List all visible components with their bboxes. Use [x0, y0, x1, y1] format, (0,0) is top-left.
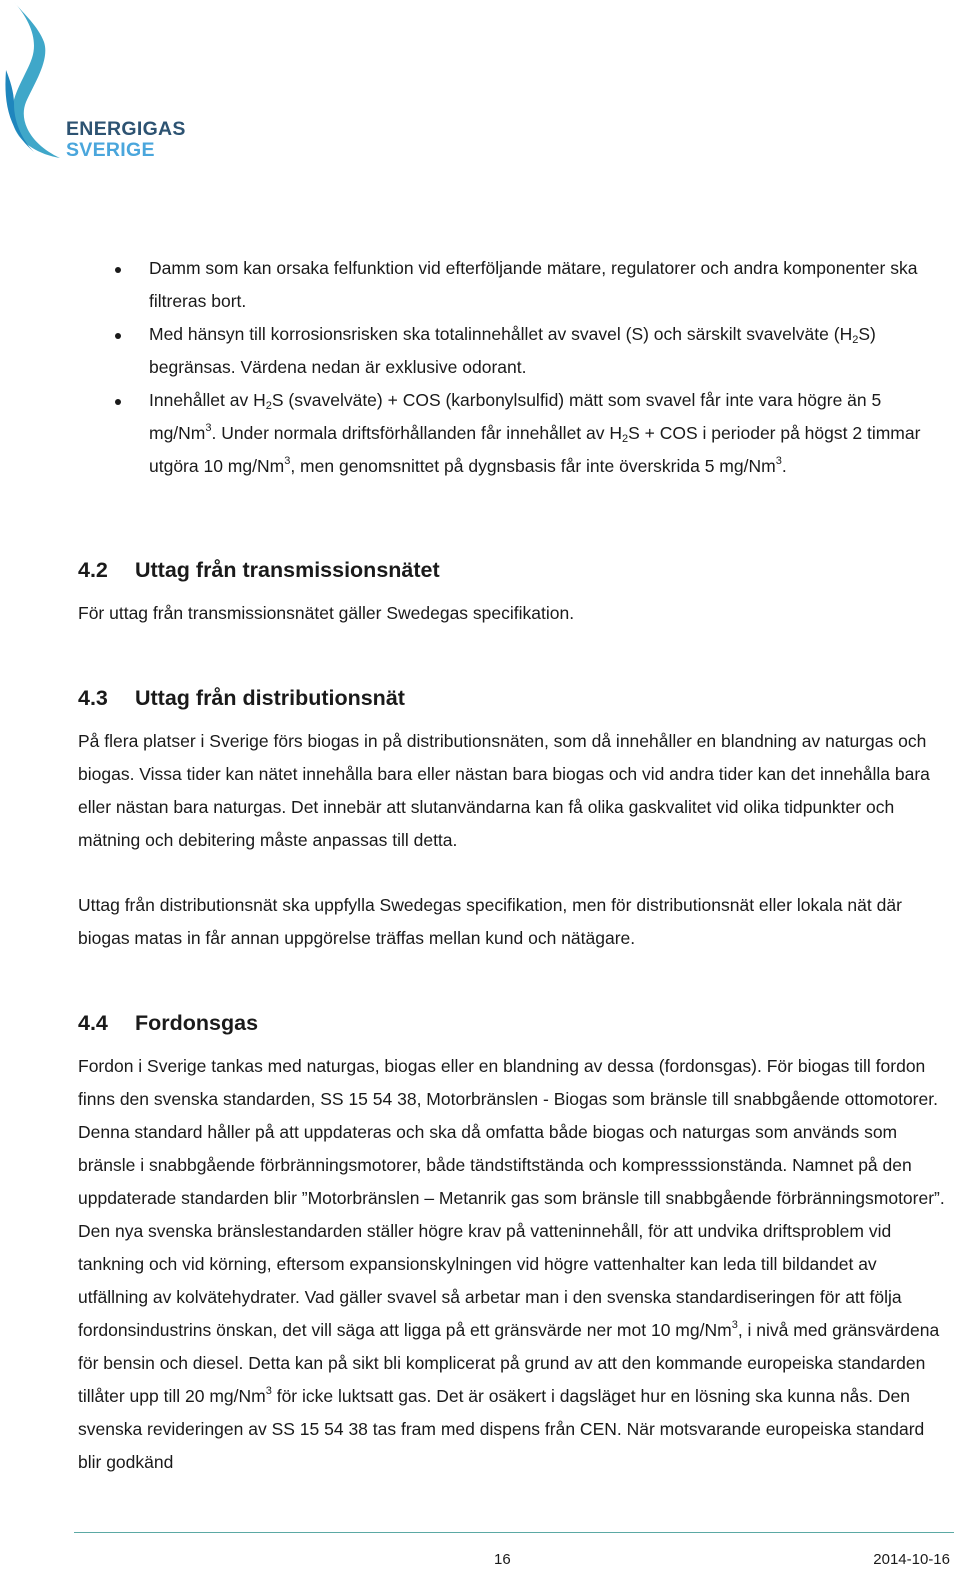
section-heading: 4.4 Fordonsgas [78, 1011, 259, 1035]
paragraph: På flera platser i Sverige förs biogas in på distributionsnäten, som då innehåller en blandning av naturgas och biogas. Vissa tider kan nätet innehålla bara eller nästan bara biogas och vid andra tider kan det innehålla bara eller nästan bara naturgas. Det innebär att slutanvändarna kan få olika gaskvalitet vid olika tidpunkter och mätning och debitering måste anpassas till detta. [78, 731, 930, 850]
section-4-3 [78, 683, 950, 955]
section-heading: 4.3 Uttag från distributionsnät [78, 686, 405, 710]
footer-date: 2014-10-16 [873, 1551, 950, 1568]
paragraph: Uttag från distributionsnät ska uppfylla Swedegas specifikation, men för distributionsnät eller lokala nät där biogas matas in får annan uppgörelse träffas mellan kund och nätägare. [78, 895, 902, 948]
bullet-icon [115, 399, 121, 405]
paragraph: Fordon i Sverige tankas med naturgas, biogas eller en blandning av dessa (fordonsgas). För biogas till fordon finns den svenska standarden, SS 15 54 38, Motorbränslen - Biogas som bränsle till snabbgående ottomotorer. Denna standard håller på att uppdateras och ska då omfatta både biogas och naturgas som används som bränsle i snabbgående förbränningsmotorer, både tändstiftstända och kompresssionstända. Namnet på den uppdaterade standarden blir ”Motorbränslen – Metanrik gas som bränsle till snabbgående förbränningsmotorer”. Den nya svenska bränslestandarden ställer högre krav på vatteninnehåll, för att undvika driftsproblem vid tankning och vid körning, eftersom expansionskylningen vid högre vattenhalter kan leda till bildandet av utfällning av kolvätehydrater. Vad gäller svavel så arbetar man i den svenska standardiseringen för att följa fordonsindustrins önskan, det vill säga att ligga på ett gränsvärde ner mot 10 mg/Nm$^3$, i nivå med gränsvärdena för bensin och diesel. Detta kan på sikt bli komplicerat på grund av att den kommande europeiska standarden tillåter upp till 20 mg/Nm$^3$ för icke luktsatt gas. Det är osäkert i dagsläget hur en lösning ska kunna nås. Den svenska revideringen av SS 15 54 38 tas fram med dispens från CEN. När motsvarande europeiska standard blir godkänd [78, 1056, 945, 1472]
energigas-sverige-logo [0, 0, 200, 170]
bullet-icon [115, 333, 121, 339]
logo-wordmark-energigas: ENERGIGAS [66, 118, 186, 140]
footer-rule [74, 1532, 954, 1533]
page-number: 16 [494, 1551, 511, 1568]
section-4-2 [78, 555, 950, 630]
flame-logo-icon [0, 0, 70, 165]
page-content [78, 252, 950, 1479]
list-item: Med hänsyn till korrosionsrisken ska totalinnehållet av svavel (S) och särskilt svavelväte $(H_2S)$ begränsas. Värdena nedan är exklusive odorant. [78, 318, 950, 384]
list-item: Innehållet av $H_2S$ (svavelväte) + COS (karbonylsulfid) mätt som svavel får inte vara högre än 5 mg/Nm$^3$. Under normala driftsförhållanden får innehållet av $H_2S$ + COS i perioder på högst 2 timmar utgöra 10 mg/Nm$^3$, men genomsnittet på dygnsbasis får inte överskrida 5 mg/Nm$^3$. [78, 384, 950, 483]
logo-wordmark-sverige: SVERIGE [66, 139, 155, 161]
paragraph: För uttag från transmissionsnätet gäller Swedegas specifikation. [78, 603, 575, 623]
section-heading: 4.2 Uttag från transmissionsnätet [78, 558, 440, 582]
list-item: Damm som kan orsaka felfunktion vid efterföljande mätare, regulatorer och andra komponenter ska filtreras bort. [78, 252, 950, 318]
requirements-list [78, 252, 950, 483]
section-4-4 [78, 1008, 950, 1479]
bullet-icon [115, 267, 121, 273]
